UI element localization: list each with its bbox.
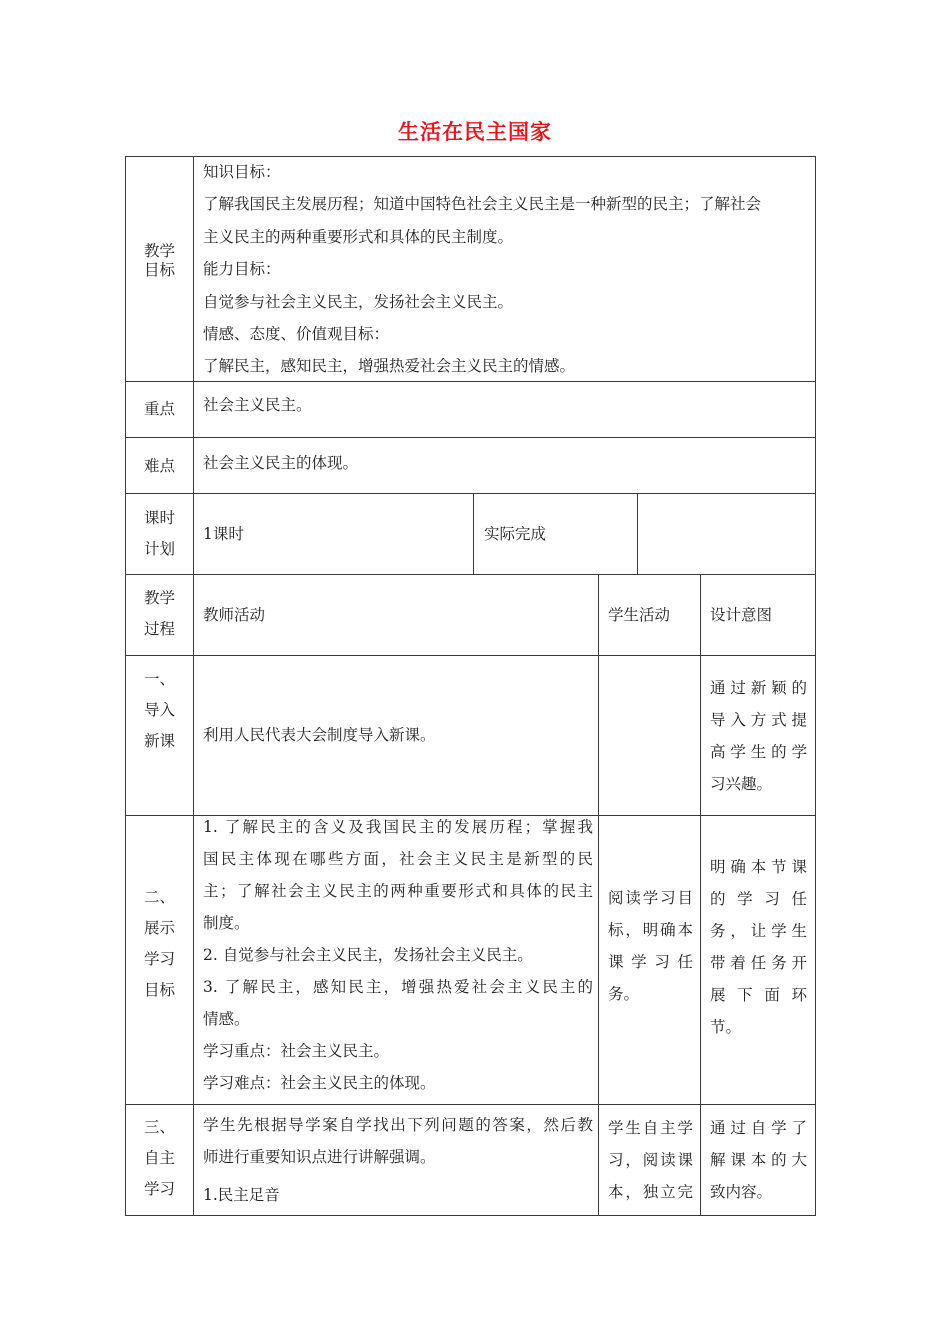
step-student-activity: 学生自主学 习，阅读课 本，独立完 — [608, 1119, 693, 1201]
schedule-label: 课时 计划 — [143, 509, 175, 558]
objective-line: 了解民主，感知民主，增强热爱社会主义民主的情感。 — [203, 357, 576, 376]
objective-line: 能力目标： — [203, 260, 281, 279]
step-design-intent: 通过自学了 解课本的大 致内容。 — [710, 1119, 807, 1201]
objective-line: 了解我国民主发展历程；知道中国特色社会主义民主是一种新型的民主；了解社会 — [203, 195, 762, 214]
step-teacher-activity: 1. 了解民主的含义及我国民主的发展历程；掌握我 国民主体现在哪些方面，社会主义民主是新型的民 主；了解社会主义民主的两种重要形式和具体的民主 制度。 2. 自觉参与社会主义民主，发扬社会主义民主。 3. 了解民主，感知民主，增强热爱社会主义民主的 情感。 学习重点：社会主义民主。 学习难点：社会主义民主的体现。 — [203, 818, 593, 1092]
step-label: 二、 展示 学习 目标 — [143, 888, 175, 999]
step-label: 三、 自主 学习 — [143, 1118, 175, 1198]
document-title: 生活在民主国家 — [398, 120, 552, 144]
step-student-activity: 阅读学习目 标，明确本 课学习任 务。 — [608, 889, 693, 1003]
step-teacher-activity: 利用人民代表大会制度导入新课。 — [203, 726, 436, 744]
schedule-actual-label: 实际完成 — [484, 525, 547, 543]
process-label: 教学 过程 — [143, 589, 175, 638]
objective-line: 自觉参与社会主义民主，发扬社会主义民主。 — [203, 292, 514, 311]
student-activity-header: 学生活动 — [608, 606, 671, 624]
step-teacher-activity: 学生先根据导学案自学找出下列问题的答案，然后教 师进行重要知识点进行讲解强调。 1.民主足音 — [203, 1116, 593, 1204]
teacher-activity-header: 教师活动 — [203, 606, 266, 624]
difficulty-label: 难点 — [143, 457, 175, 475]
key-point-label: 重点 — [143, 400, 175, 418]
objective-line: 情感、态度、价值观目标： — [203, 325, 390, 344]
difficulty-text: 社会主义民主的体现。 — [203, 454, 359, 472]
objective-line: 知识目标： — [203, 163, 281, 181]
design-intent-header: 设计意图 — [710, 606, 773, 624]
schedule-hours: 1课时 — [203, 525, 244, 543]
objectives-content — [203, 156, 809, 383]
step-design-intent: 通过新颖的 导入方式提 高学生的学 习兴趣。 — [710, 679, 807, 793]
key-point-text: 社会主义民主。 — [203, 396, 312, 414]
step-design-intent: 明确本节课 的学习任 务，让学生 带着任务开 展下面环 节。 — [710, 858, 807, 1036]
step-label: 一、 导入 新课 — [143, 670, 175, 750]
objective-line: 主义民主的两种重要形式和具体的民主制度。 — [203, 227, 514, 246]
objectives-label: 教学 目标 — [143, 242, 175, 279]
